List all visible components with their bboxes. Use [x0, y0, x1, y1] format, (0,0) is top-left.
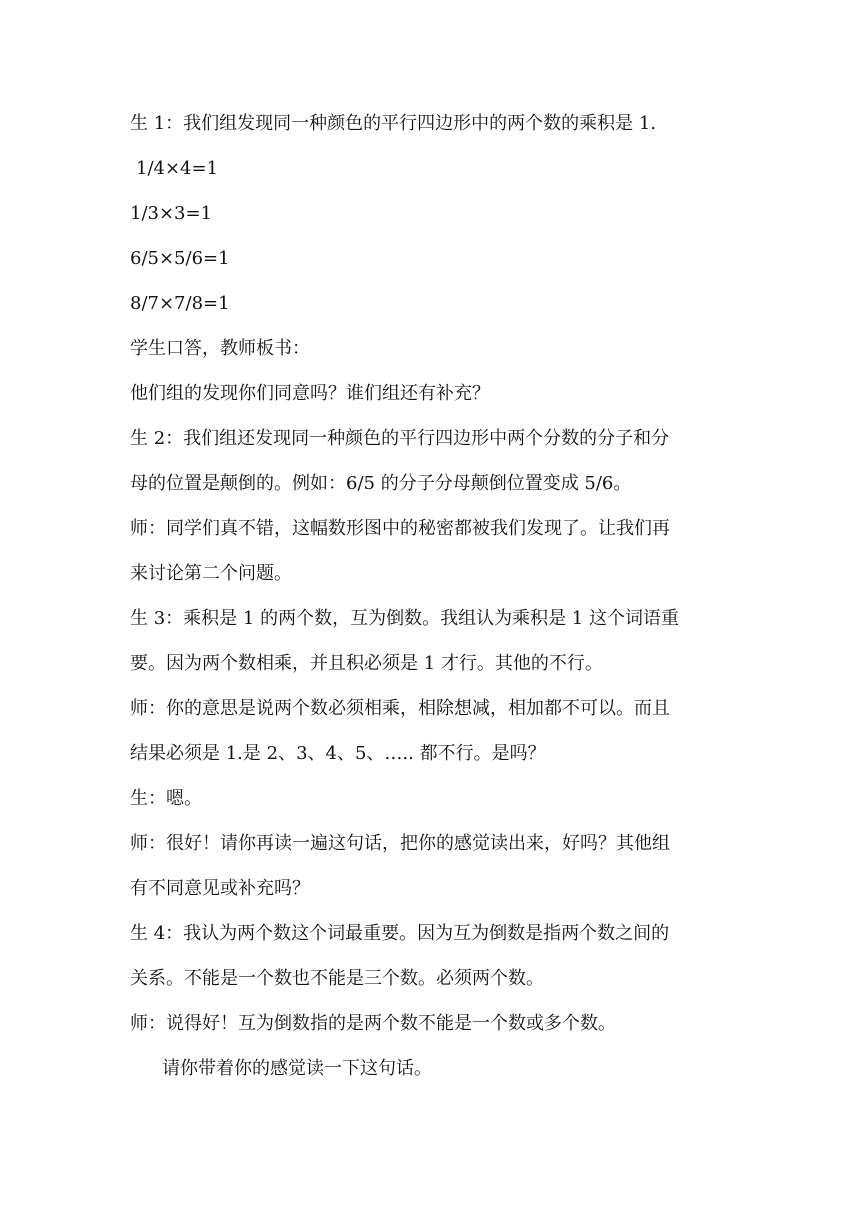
teacher-statement: 师：说得好！互为倒数指的是两个数不能是一个数或多个数。 [130, 1013, 616, 1034]
student-2-statement: 生 2：我们组还发现同一种颜色的平行四边形中两个分数的分子和分 [130, 428, 670, 449]
text-line: 要。因为两个数相乘，并且积必须是 1 才行。其他的不行。 [130, 653, 603, 674]
text-line: 请你带着你的感觉读一下这句话。 [162, 1058, 432, 1079]
teacher-statement: 师：同学们真不错，这幅数形图中的秘密都被我们发现了。让我们再 [130, 518, 670, 539]
teacher-statement: 师：你的意思是说两个数必须相乘，相除想减，相加都不可以。而且 [130, 698, 670, 719]
teacher-statement: 师：很好！请你再读一遍这句话，把你的感觉读出来，好吗？其他组 [130, 833, 670, 854]
text-line: 结果必须是 1.是 2、3、4、5、….. 都不行。是吗？ [130, 743, 546, 764]
student-4-statement: 生 4：我认为两个数这个词最重要。因为互为倒数是指两个数之间的 [130, 923, 670, 944]
text-line: 他们组的发现你们同意吗？谁们组还有补充？ [130, 383, 490, 404]
text-line: 关系。不能是一个数也不能是三个数。必须两个数。 [130, 968, 544, 989]
equation-line: 1/3×3=1 [130, 203, 213, 224]
equation-line: 8/7×7/8=1 [130, 293, 230, 314]
text-line: 学生口答，教师板书： [130, 338, 310, 359]
document-body [130, 106, 740, 1096]
text-line: 来讨论第二个问题。 [130, 563, 292, 584]
text-line: 有不同意见或补充吗？ [130, 878, 310, 899]
equation-line: 6/5×5/6=1 [130, 248, 230, 269]
student-1-statement: 生 1：我们组发现同一种颜色的平行四边形中的两个数的乘积是 1. [130, 113, 657, 134]
student-3-statement: 生 3：乘积是 1 的两个数，互为倒数。我组认为乘积是 1 这个词语重 [130, 608, 679, 629]
student-statement: 生：嗯。 [130, 788, 202, 809]
text-line: 母的位置是颠倒的。例如：6/5 的分子分母颠倒位置变成 5/6。 [130, 473, 632, 494]
equation-line: 1/4×4=1 [136, 158, 219, 179]
